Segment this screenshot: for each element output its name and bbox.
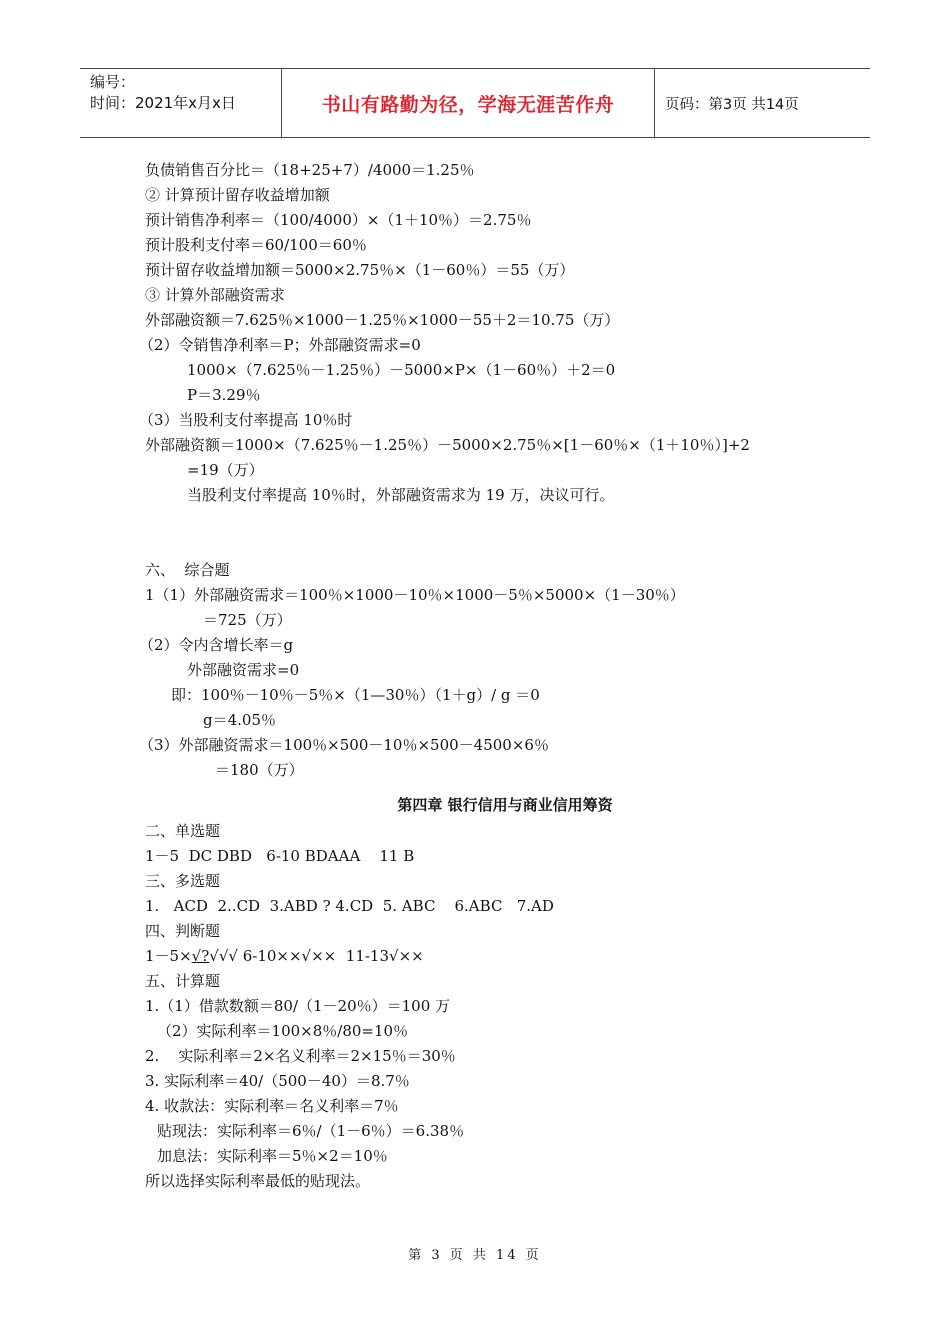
text-line: 贴现法：实际利率＝6％/（1－6％）＝6.38％	[157, 1122, 465, 1140]
text-line: （2）令销售净利率＝P；外部融资需求=0	[139, 336, 421, 354]
text-line: （2）实际利率＝100×8％/80=10％	[157, 1022, 409, 1040]
text-line: 外部融资额＝7.625％×1000－1.25％×1000－55＋2＝10.75（万）	[145, 311, 620, 329]
text-line: 1（1）外部融资需求＝100％×1000－10％×1000－5％×5000×（1－30％）	[145, 586, 685, 604]
text-line: =19（万）	[187, 461, 264, 479]
text-line: 所以选择实际利率最低的贴现法。	[145, 1172, 371, 1190]
section-heading: 二、单选题	[145, 822, 221, 840]
answer-line: 1－5 DC DBD 6-10 BDAAA 11 B	[145, 847, 415, 865]
judge-suffix: √√√ 6-10××√×× 11-13√××	[209, 947, 424, 965]
text-line: 外部融资需求=0	[187, 661, 300, 679]
text-line: 负债销售百分比＝（18+25+7）/4000＝1.25％	[145, 161, 475, 179]
section-heading: 五、计算题	[145, 972, 221, 990]
chapter-title: 第四章 银行信用与商业信用筹资	[397, 796, 613, 814]
text-line: 1000×（7.625％－1.25％）－5000×P×（1－60％）＋2＝0	[187, 361, 616, 379]
text-line: ＝180（万）	[215, 761, 304, 779]
text-line: （3）当股利支付率提高 10％时	[139, 411, 353, 429]
text-line: 即：100％－10％－5％×（1—30％）（1＋g）/ g ＝0	[171, 686, 540, 704]
header-divider	[654, 69, 655, 137]
text-line: 预计销售净利率＝（100/4000）×（1＋10％）＝2.75％	[145, 211, 532, 229]
header-motto: 书山有路勤为径，学海无涯苦作舟	[321, 93, 615, 116]
spacer	[145, 508, 825, 558]
text-line: 外部融资额＝1000×（7.625％－1.25％）－5000×2.75％×[1－60％×（1＋10％）]+2	[145, 436, 750, 454]
text-line: 2. 实际利率＝2×名义利率＝2×15％＝30％	[145, 1047, 456, 1065]
section-heading: 四、判断题	[145, 922, 221, 940]
judge-prefix: 1－5×	[145, 947, 192, 965]
text-line: （2）令内含增长率＝g	[139, 636, 294, 654]
text-line: 预计股利支付率＝60/100＝60％	[145, 236, 367, 254]
header-meta	[90, 72, 236, 114]
text-line: 1.（1）借款数额＝80/（1－20％）＝100 万	[145, 997, 451, 1015]
text-line: ＝725（万）	[203, 611, 292, 629]
text-line: 4. 收款法：实际利率＝名义利率＝7％	[145, 1097, 399, 1115]
answer-line: 1. ACD 2..CD 3.ABD ? 4.CD 5. ABC 6.ABC 7.AD	[145, 897, 554, 915]
judge-underlined: √?	[191, 947, 210, 965]
section-heading: 六、 综合题	[145, 561, 230, 579]
answer-line	[145, 944, 825, 969]
text-line: 当股利支付率提高 10％时，外部融资需求为 19 万，决议可行。	[187, 486, 615, 504]
text-line: P＝3.29％	[187, 386, 261, 404]
page-footer: 第 3 页 共 14 页	[408, 1248, 542, 1263]
page-header	[80, 68, 870, 138]
document-number-label: 编号：	[90, 73, 136, 91]
text-line: （3）外部融资需求＝100％×500－10％×500－4500×6％	[139, 736, 549, 754]
document-date: 时间：2021年x月x日	[90, 94, 236, 112]
text-line: 预计留存收益增加额＝5000×2.75％×（1－60％）＝55（万）	[145, 261, 575, 279]
text-line: 3. 实际利率＝40/（500－40）＝8.7％	[145, 1072, 410, 1090]
document-body	[139, 158, 825, 1194]
spacer	[145, 783, 825, 791]
text-line: 加息法：实际利率＝5％×2＝10％	[157, 1147, 388, 1165]
text-line: g＝4.05％	[203, 711, 277, 729]
header-page-info: 页码：第3页 共14页	[665, 96, 799, 113]
section-heading: 三、多选题	[145, 872, 221, 890]
text-line: ③ 计算外部融资需求	[145, 286, 285, 304]
text-line: ② 计算预计留存收益增加额	[145, 186, 330, 204]
